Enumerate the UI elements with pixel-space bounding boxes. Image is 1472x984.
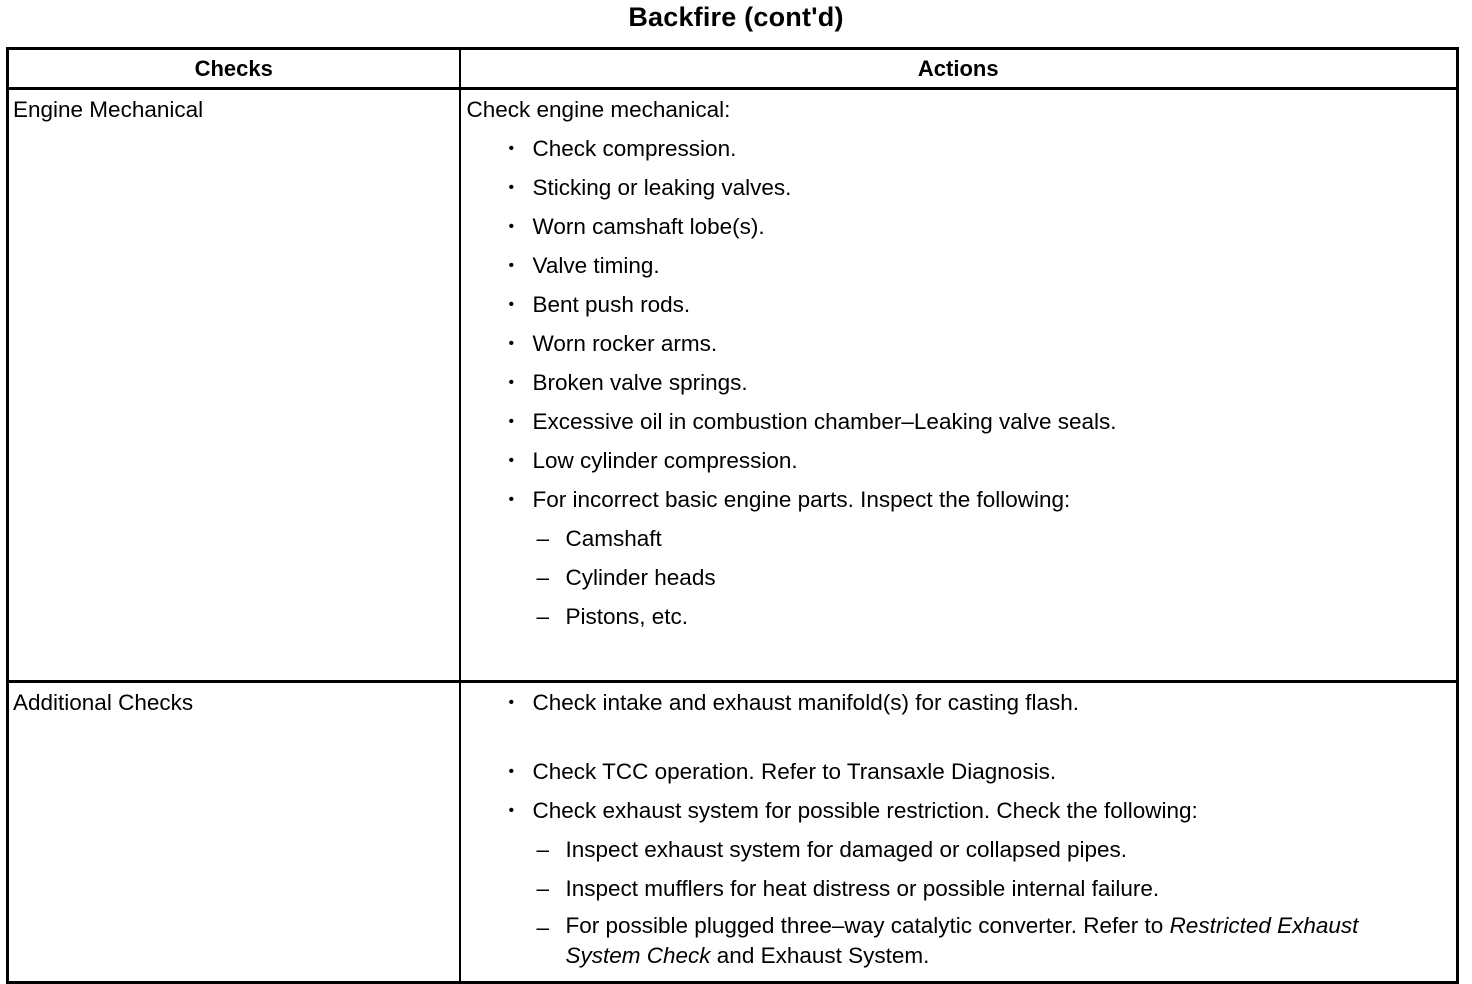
list-item: • Check compression.	[467, 136, 1457, 175]
actions-header: Actions	[460, 49, 1458, 89]
list-item: • Check exhaust system for possible restriction. Check the following:	[467, 798, 1457, 837]
list-item: • Valve timing.	[467, 253, 1457, 292]
checks-header: Checks	[8, 49, 460, 89]
actions-cell	[460, 89, 1458, 682]
reference-link-text: Restricted Exhaust System Check	[565, 913, 1359, 968]
sub-list-item-text: For possible plugged three–way catalytic converter. Refer to	[565, 913, 1170, 938]
table-row	[8, 89, 1458, 682]
sub-list-item: – Inspect mufflers for heat distress or possible internal failure.	[467, 876, 1457, 915]
check-cell: Additional Checks	[8, 682, 460, 983]
sub-list-item-text: and Exhaust System.	[710, 943, 930, 968]
list-item: • Check intake and exhaust manifold(s) for casting flash.	[467, 690, 1457, 729]
list-item: • For incorrect basic engine parts. Inspect the following:	[467, 487, 1457, 526]
sub-list-item: – Camshaft	[467, 526, 1457, 565]
check-cell: Engine Mechanical	[8, 89, 460, 682]
table-row	[8, 682, 1458, 983]
sub-list-item: – Pistons, etc.	[467, 604, 1457, 643]
list-item: • Worn camshaft lobe(s).	[467, 214, 1457, 253]
sub-list-item: – Cylinder heads	[467, 565, 1457, 604]
header-row	[8, 49, 1458, 89]
actions-intro: Check engine mechanical:	[466, 97, 731, 122]
list-item: • Worn rocker arms.	[467, 331, 1457, 370]
page-title: Backfire (cont'd)	[628, 2, 844, 32]
list-item: • Broken valve springs.	[467, 370, 1457, 409]
list-item: • Sticking or leaking valves.	[467, 175, 1457, 214]
sub-list-item	[467, 911, 1457, 971]
list-item: • Low cylinder compression.	[467, 448, 1457, 487]
diagnosis-table	[6, 47, 1459, 984]
list-item: • Bent push rods.	[467, 292, 1457, 331]
actions-cell	[460, 682, 1458, 983]
sub-list-item: – Inspect exhaust system for damaged or collapsed pipes.	[467, 837, 1457, 876]
list-item: • Excessive oil in combustion chamber–Leaking valve seals.	[467, 409, 1457, 448]
list-item: • Check TCC operation. Refer to Transaxle Diagnosis.	[467, 759, 1457, 798]
